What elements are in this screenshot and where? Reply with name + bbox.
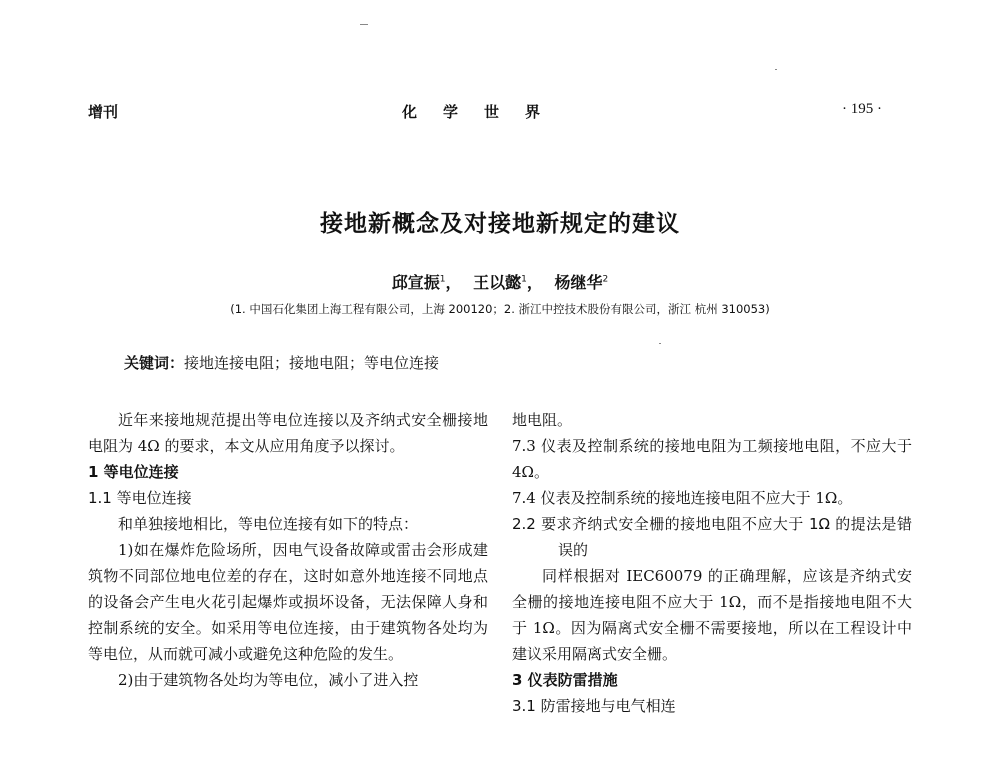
keywords-text: 接地连接电阻；接地电阻；等电位连接 bbox=[184, 354, 440, 372]
subsection-heading: 2.2 要求齐纳式安全栅的接地电阻不应大于 1Ω 的提法是错误的 bbox=[512, 515, 912, 559]
page-number: · 195 · bbox=[842, 101, 882, 117]
keywords-line bbox=[124, 352, 439, 373]
subsection-heading: 1.1 等电位连接 bbox=[88, 489, 192, 507]
scan-speck bbox=[659, 343, 661, 344]
running-header bbox=[0, 101, 1000, 125]
body-paragraph: 7.4 仪表及控制系统的接地连接电阻不应大于 1Ω。 bbox=[512, 489, 853, 507]
keywords-label: 关键词： bbox=[124, 354, 185, 372]
journal-issue-label: 增刊 bbox=[88, 103, 119, 121]
author-list bbox=[0, 270, 1000, 293]
right-column bbox=[512, 407, 912, 719]
intro-paragraph: 近年来接地规范提出等电位连接以及齐纳式安全栅接地电阻为 4Ω 的要求，本文从应用角度予以探讨。 bbox=[88, 411, 488, 455]
author: 邱宣振$^1$， bbox=[391, 273, 462, 292]
scan-speck bbox=[360, 24, 368, 25]
section-heading: 1 等电位连接 bbox=[88, 463, 179, 481]
section-heading: 3 仪表防雷措施 bbox=[512, 671, 618, 689]
body-paragraph: 1)如在爆炸危险场所，因电气设备故障或雷击会形成建筑物不同部位地电位差的存在，这时如意外地连接不同地点的设备会产生电火花引起爆炸或损坏设备，无法保障人身和控制系统的安全。如采用等电位连接，由于建筑物各处均为等电位，从而就可减小或避免这种危险的发生。 bbox=[88, 541, 488, 663]
author: 杨继华$^2$ bbox=[554, 273, 609, 292]
body-paragraph: 2)由于建筑物各处均为等电位，减小了进入控 bbox=[118, 671, 419, 689]
subsection-heading: 3.1 防雷接地与电气相连 bbox=[512, 697, 676, 715]
body-paragraph: 地电阻。 bbox=[512, 411, 573, 429]
scan-speck bbox=[775, 69, 777, 70]
body-paragraph: 同样根据对 IEC60079 的正确理解，应该是齐纳式安全栅的接地连接电阻不应大于 1Ω，而不是指接地电阻不大于 1Ω。因为隔离式安全栅不需要接地，所以在工程设计中建议采用隔离式安全栅。 bbox=[512, 567, 912, 663]
body-paragraph: 和单独接地相比，等电位连接有如下的特点： bbox=[118, 515, 419, 533]
journal-name: 化学世界 bbox=[402, 103, 567, 121]
author: 王以懿$^1$， bbox=[473, 273, 543, 292]
affiliation: (1. 中国石化集团上海工程有限公司，上海 200120；2. 浙江中控技术股份有限公司，浙江 杭州 310053) bbox=[230, 302, 770, 316]
article-title: 接地新概念及对接地新规定的建议 bbox=[320, 211, 680, 237]
left-column bbox=[88, 407, 488, 693]
body-paragraph: 7.3 仪表及控制系统的接地电阻为工频接地电阻，不应大于 4Ω。 bbox=[512, 437, 912, 481]
